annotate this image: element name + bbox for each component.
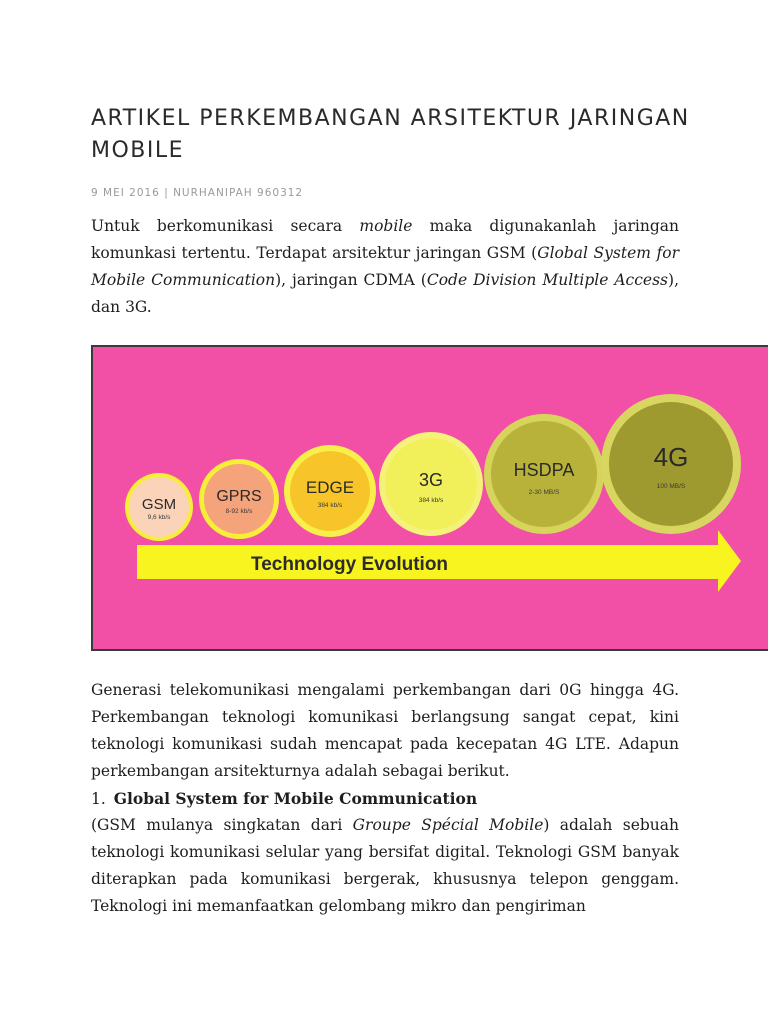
stage-name: 4G [653,442,689,472]
stage-speed: 100 MB/S [656,483,686,490]
stage-speed: 384 kb/s [418,497,444,504]
section-heading-gsm [91,785,477,813]
stage-4g [601,394,741,534]
stage-name: EDGE [305,478,355,497]
evolution-arrow-label: Technology Evolution [251,554,449,575]
stage-name: GSM [141,496,177,513]
infographic-canvas [93,347,768,651]
stage-name: 3G [418,470,444,490]
stage-name: GPRS [216,488,262,505]
article-title: ARTIKEL PERKEMBANGAN ARSITEKTUR JARINGAN MOBILE [91,106,690,163]
stage-speed: 9,6 kb/s [147,514,171,521]
section-number: 1. [91,790,106,808]
intro-paragraph: Untuk berkomunikasi secara mobile maka digunakanlah jaringan komunkasi tertentu. Terdapat arsitektur jaringan GSM (Global System for Mobile Communication), jaringan CDMA (Code Division Multiple Access), dan 3G. [91,217,679,316]
generations-paragraph: Generasi telekomunikasi mengalami perkembangan dari 0G hingga 4G. Perkembangan teknologi komunikasi berlangsung sangat cepat, kini teknologi komunikasi sudah mencapat pada kecepatan 4G LTE. Adapun perkembangan arsitekturnya adalah sebagai berikut. [91,681,679,780]
stage-name: HSDPA [513,460,575,480]
section-title: Global System for Mobile Communication [113,789,478,808]
stage-3g [379,432,483,536]
technology-evolution-infographic [91,345,768,651]
stage-speed: 384 kb/s [317,502,343,509]
stage-hsdpa [484,414,604,534]
gsm-paragraph: (GSM mulanya singkatan dari Groupe Spécial Mobile) adalah sebuah teknologi komunikasi selular yang bersifat digital. Teknologi GSM banyak diterapkan pada komunikasi bergerak, khususnya telepon genggam. Teknologi ini memanfaatkan gelombang mikro dan pengiriman [91,816,679,915]
stage-edge [284,445,376,537]
stage-gprs [199,459,279,539]
stage-speed: 2-30 MB/S [528,489,560,496]
stage-speed: 8-92 kb/s [225,508,253,515]
stage-gsm [125,473,193,541]
article-meta: 9 MEI 2016 | NURHANIPAH 960312 [91,187,304,199]
